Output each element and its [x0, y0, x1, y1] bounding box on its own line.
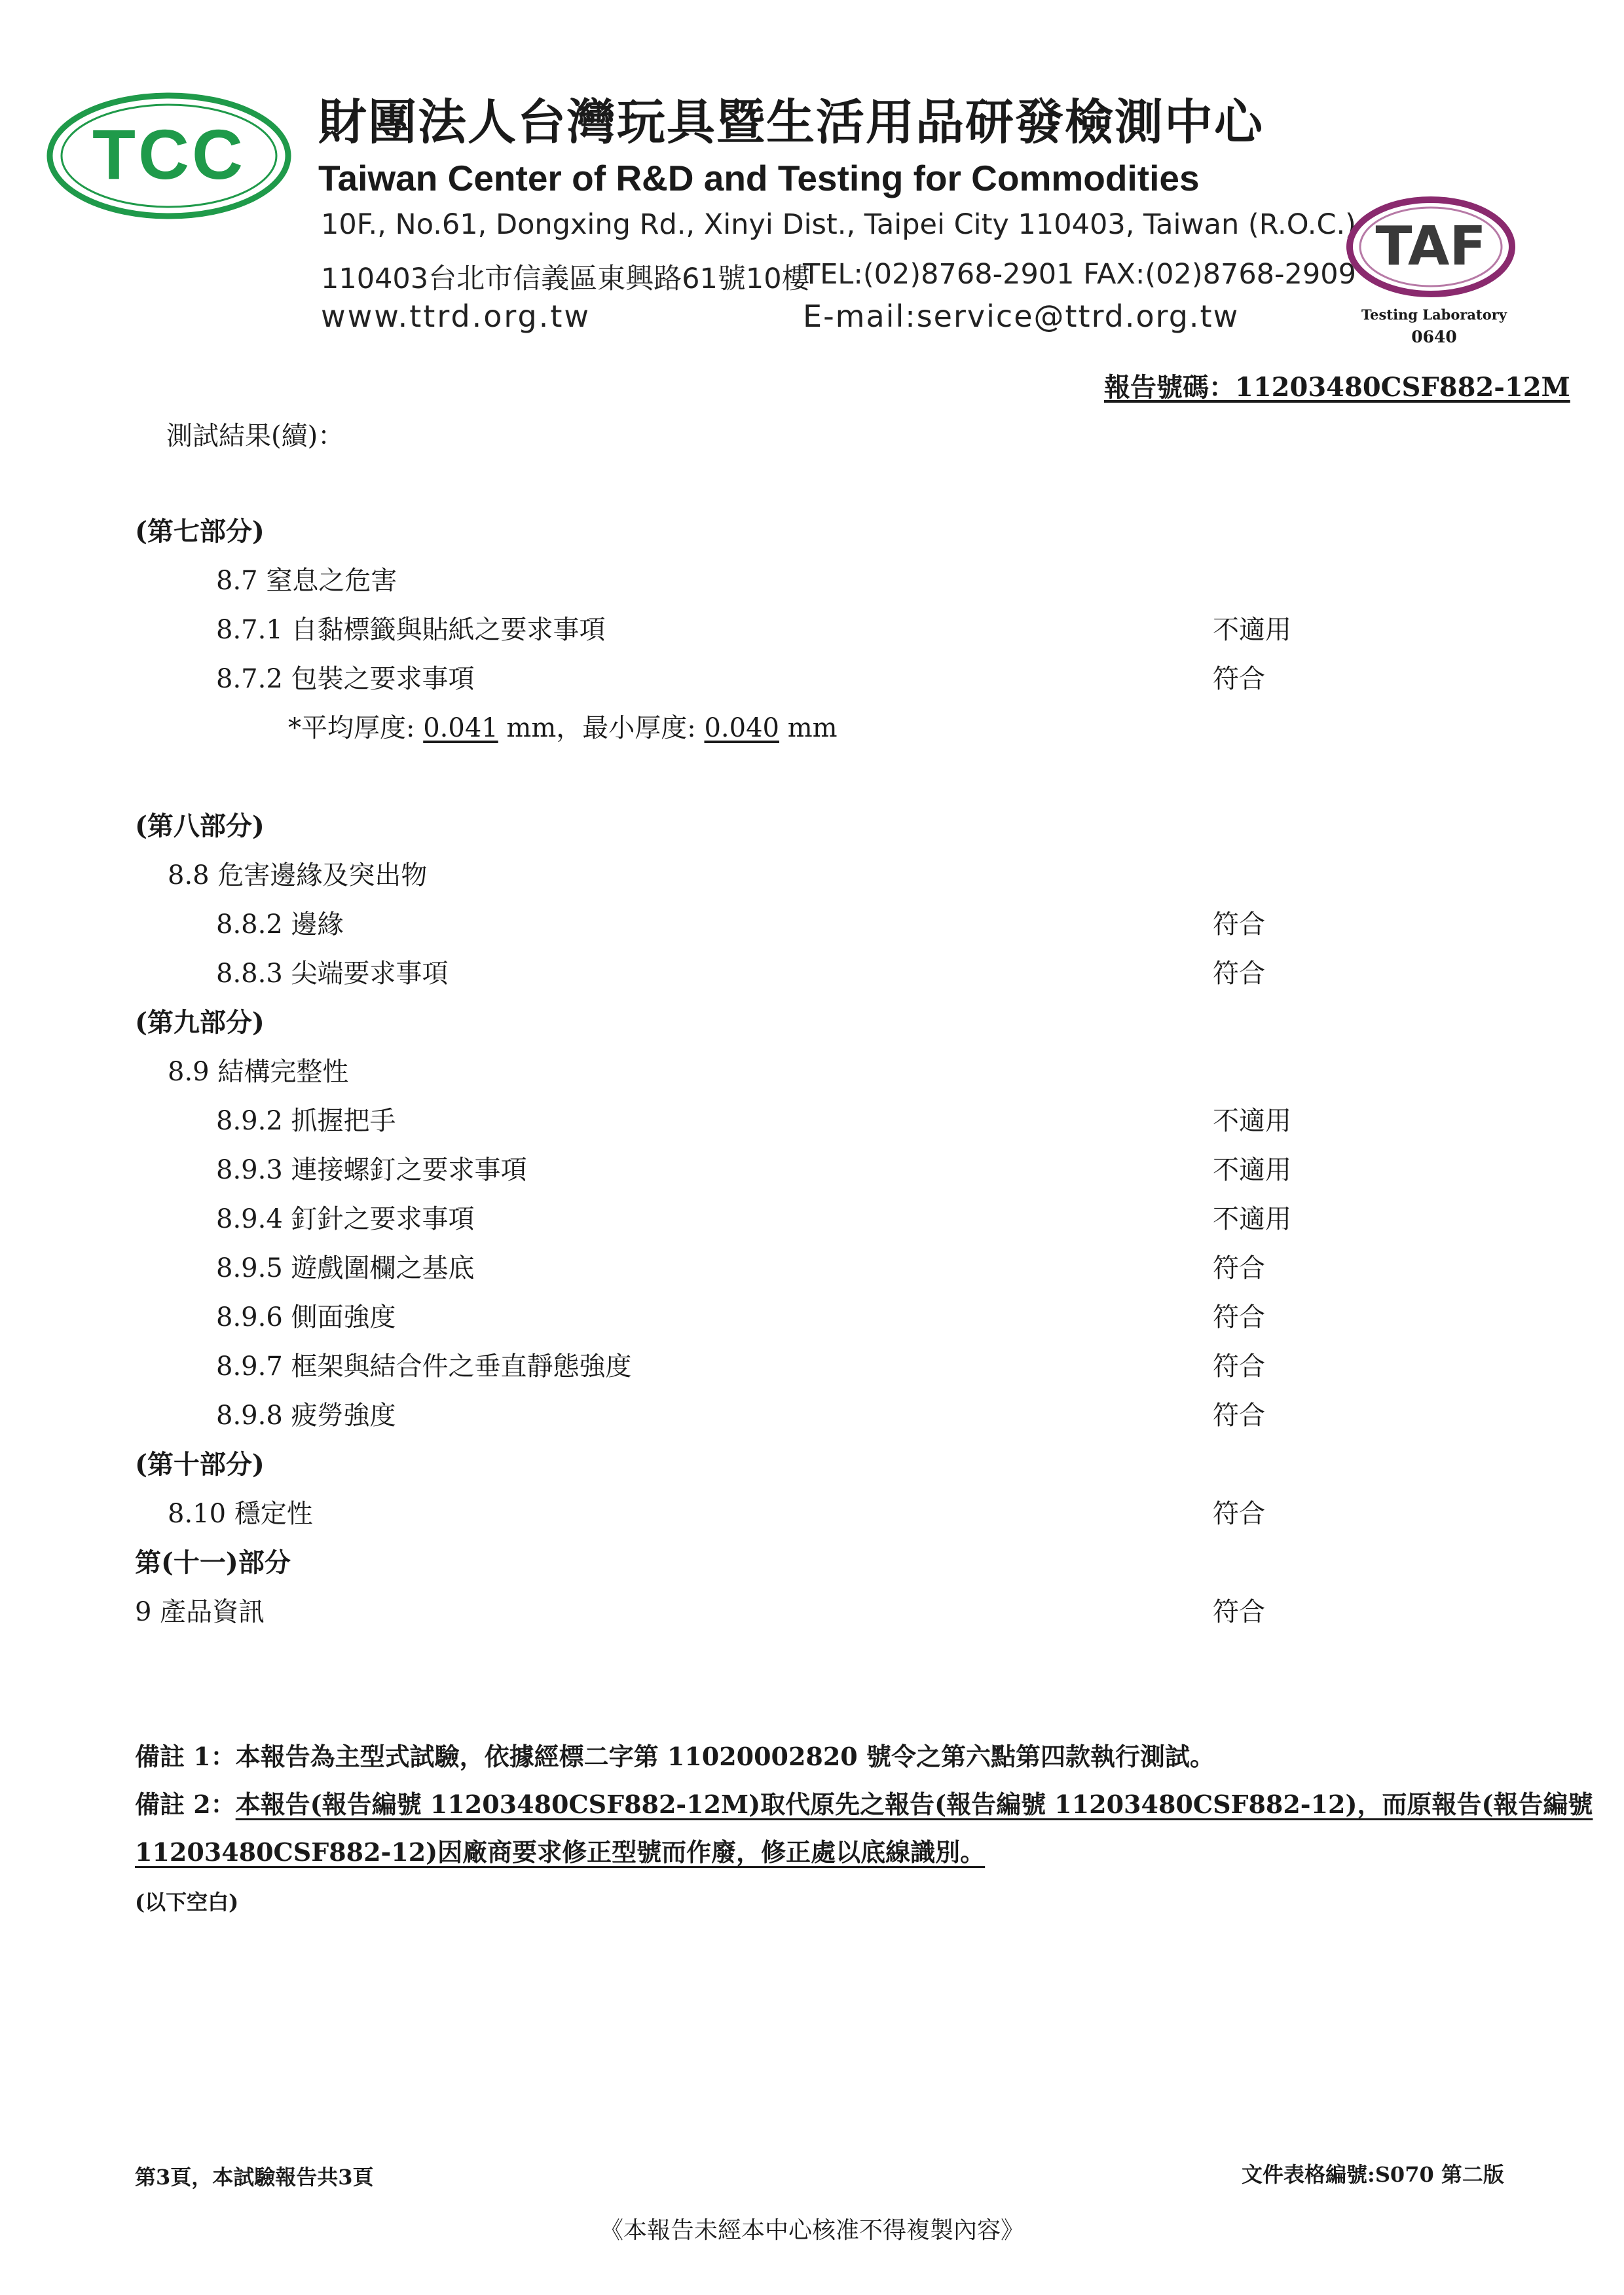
section-heading-10: (第十部分) [135, 1449, 265, 1480]
thickness-min-value: 0.040 [704, 713, 779, 743]
result-8-9-3: 不適用 [1213, 1155, 1291, 1185]
item-8-9: 8.9 結構完整性 [168, 1057, 349, 1087]
org-name-en: Taiwan Center of R&D and Testing for Commodities [318, 158, 1200, 198]
remark-2-line2: 11203480CSF882-12)因廠商要求修正型號而作廢，修正處以底線識別。 [135, 1837, 986, 1867]
section-heading-8: (第八部分) [135, 811, 265, 841]
item-8-9-5: 8.9.5 遊戲圍欄之基底 [216, 1253, 475, 1283]
taf-logo [1342, 191, 1519, 303]
taf-logo-text: TAF [1375, 215, 1486, 278]
item-8-10: 8.10 穩定性 [168, 1499, 313, 1529]
remark-2-label: 備註 2： [135, 1790, 236, 1819]
website-link[interactable]: www.ttrd.org.tw [321, 299, 591, 334]
item-8-8: 8.8 危害邊緣及突出物 [168, 860, 428, 890]
item-8-9-4: 8.9.4 釘針之要求事項 [216, 1204, 475, 1234]
email-link[interactable]: E-mail:service@ttrd.org.tw [803, 299, 1240, 334]
result-8-7-1: 不適用 [1213, 615, 1291, 645]
thickness-avg-value: 0.041 [423, 713, 498, 743]
taf-caption: Testing Laboratory [1361, 306, 1507, 323]
result-8-9-6: 符合 [1213, 1302, 1265, 1332]
form-number: 文件表格編號:S070 第二版 [1242, 2162, 1504, 2187]
result-8-9-7: 符合 [1213, 1351, 1265, 1382]
result-8-10: 符合 [1213, 1499, 1265, 1529]
section-heading-9: (第九部分) [135, 1007, 265, 1038]
result-8-9-4: 不適用 [1213, 1204, 1291, 1234]
thickness-prefix: *平均厚度: [288, 713, 424, 743]
item-8-8-2: 8.8.2 邊緣 [216, 909, 344, 940]
address-en: 10F., No.61, Dongxing Rd., Xinyi Dist., Taipei City 110403, Taiwan (R.O.C.) [321, 208, 1356, 241]
item-8-8-3: 8.8.3 尖端要求事項 [216, 959, 449, 989]
blank-note: (以下空白) [135, 1890, 239, 1915]
result-8-9-5: 符合 [1213, 1253, 1265, 1283]
result-8-9-8: 符合 [1213, 1401, 1265, 1431]
item-8-9-2: 8.9.2 抓握把手 [216, 1106, 396, 1136]
thickness-mid: mm，最小厚度: [498, 713, 705, 743]
tcc-logo [45, 90, 293, 221]
result-8-7-2: 符合 [1213, 664, 1265, 694]
item-8-9-7: 8.9.7 框架與結合件之垂直靜態強度 [216, 1351, 632, 1382]
remark-2-cont [135, 1832, 985, 1868]
item-8-9-8: 8.9.8 疲勞強度 [216, 1401, 396, 1431]
item-8-9-6: 8.9.6 側面強度 [216, 1302, 396, 1332]
item-8-7: 8.7 窒息之危害 [216, 566, 397, 596]
copy-notice: 《本報告未經本中心核准不得複製內容》 [599, 2217, 1024, 2244]
item-8-7-1: 8.7.1 自黏標籤與貼紙之要求事項 [216, 615, 606, 645]
thickness-unit: mm [779, 713, 838, 743]
page-subtitle: 測試結果(續)： [166, 421, 344, 451]
item-9: 9 產品資訊 [135, 1597, 265, 1627]
item-8-7-2: 8.7.2 包裝之要求事項 [216, 664, 475, 694]
result-8-9-2: 不適用 [1213, 1106, 1291, 1136]
remark-1: 備註 1：本報告為主型式試驗，依據經標二字第 11020002820 號令之第六點第四款執行測試。 [135, 1742, 1215, 1771]
section-heading-7: (第七部分) [135, 516, 265, 547]
taf-number: 0640 [1411, 327, 1457, 346]
page-info: 第3頁，本試驗報告共3頁 [135, 2165, 374, 2190]
remark-2 [135, 1784, 1593, 1820]
org-name-zh: 財團法人台灣玩具暨生活用品研發檢測中心 [318, 94, 1264, 151]
result-9: 符合 [1213, 1597, 1265, 1627]
result-8-8-2: 符合 [1213, 909, 1265, 940]
tcc-logo-text: TCC [92, 115, 246, 194]
report-number: 報告號碼：11203480CSF882-12M [1104, 372, 1570, 403]
thickness-line [288, 707, 838, 744]
tel-fax: TEL:(02)8768-2901 FAX:(02)8768-2909 [803, 258, 1356, 291]
address-zh: 110403台北市信義區東興路61號10樓 [321, 263, 810, 295]
remark-2-line1: 本報告(報告編號 11203480CSF882-12M)取代原先之報告(報告編號 11203480CSF882-12)，而原報告(報告編號 [235, 1790, 1593, 1819]
section-heading-11: 第(十一)部分 [135, 1547, 291, 1578]
result-8-8-3: 符合 [1213, 959, 1265, 989]
item-8-9-3: 8.9.3 連接螺釘之要求事項 [216, 1155, 527, 1185]
